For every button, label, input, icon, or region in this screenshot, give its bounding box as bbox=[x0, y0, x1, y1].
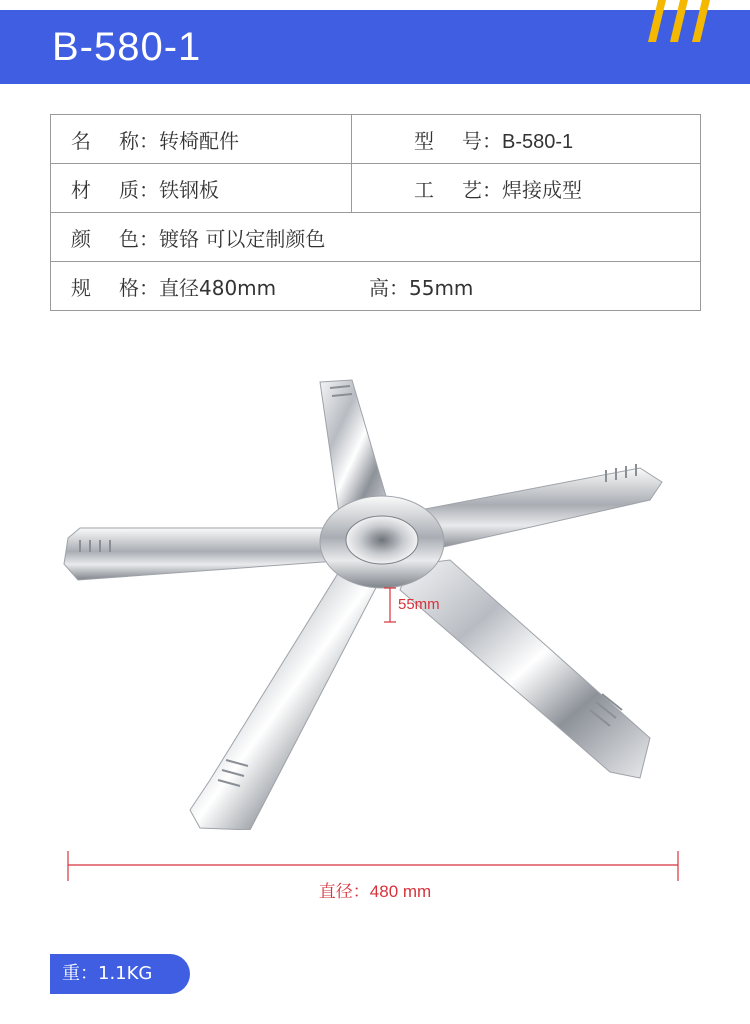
diameter-annotation: 直径：480 mm bbox=[318, 882, 432, 901]
spec-cell-size: 规 格：直径480mm 高：55mm bbox=[51, 262, 701, 311]
header-bar bbox=[0, 10, 750, 84]
spec-cell-process: 工 艺：焊接成型 bbox=[352, 164, 701, 213]
spec-row bbox=[51, 164, 701, 213]
decorative-stripes-icon bbox=[640, 0, 720, 42]
weight-badge: 重：1.1KG bbox=[50, 954, 190, 994]
spec-cell-color: 颜 色：镀铬 可以定制颜色 bbox=[51, 213, 701, 262]
spec-cell-name: 名 称：转椅配件 bbox=[51, 115, 352, 164]
spec-cell-model: 型 号：B-580-1 bbox=[352, 115, 701, 164]
spec-table bbox=[50, 114, 701, 311]
spec-cell-material: 材 质：铁钢板 bbox=[51, 164, 352, 213]
chair-base-image bbox=[50, 360, 700, 830]
page-title: B-580-1 bbox=[52, 25, 202, 69]
height-annotation: 55mm bbox=[398, 596, 440, 613]
spec-row bbox=[51, 213, 701, 262]
spec-row bbox=[51, 262, 701, 311]
spec-row bbox=[51, 115, 701, 164]
